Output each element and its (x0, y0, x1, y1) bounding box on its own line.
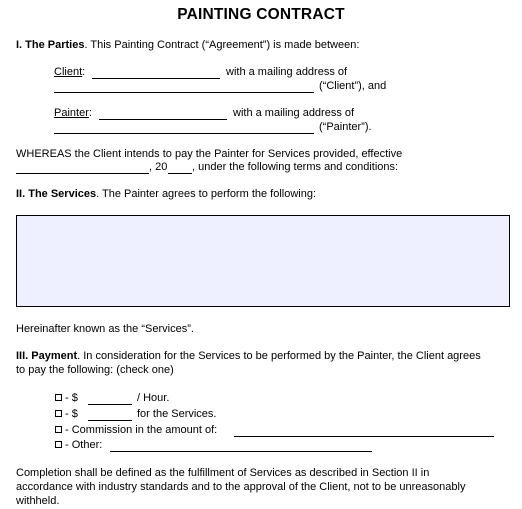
other-checkbox[interactable] (55, 441, 62, 448)
commission-checkbox[interactable] (55, 426, 62, 433)
payment-paragraph (16, 350, 481, 362)
flat-fee-suffix: for the Services. (137, 408, 217, 420)
payment-option-flat: - $ (55, 408, 78, 420)
other-payment-field[interactable] (110, 440, 372, 452)
client-row: Client: (54, 66, 86, 78)
completion-line1: Completion shall be defined as the fulfillment of Services as described in Section II in (16, 467, 430, 479)
services-after: Hereinafter known as the “Services”. (16, 323, 194, 335)
hourly-suffix: / Hour. (137, 392, 170, 404)
payment-option-hourly: - $ (55, 392, 78, 404)
parties-heading: I. The Parties (16, 39, 85, 51)
hourly-rate-field[interactable] (88, 393, 132, 405)
painter-row: Painter: (54, 107, 92, 119)
client-suffix: (“Client”), and (319, 80, 387, 92)
painter-name-field[interactable] (99, 108, 227, 120)
services-heading: II. The Services (16, 188, 97, 200)
painter-address-field[interactable] (54, 122, 314, 134)
services-paragraph (16, 188, 316, 200)
effective-date-field[interactable] (16, 162, 149, 174)
client-address-field[interactable] (54, 81, 314, 93)
client-label: Client (54, 66, 83, 78)
payment-line1: . In consideration for the Services to be performed by the Painter, the Client agrees (77, 350, 481, 362)
completion-line3: withheld. (16, 495, 60, 507)
parties-intro: . This Painting Contract (“Agreement”) is made between: (84, 39, 360, 51)
painter-mailing-text: with a mailing address of (233, 107, 355, 119)
whereas-line1: WHEREAS the Client intends to pay the Painter for Services provided, effective (16, 148, 403, 160)
painter-label: Painter (54, 107, 89, 119)
whereas-year-prefix: , 20 (149, 161, 168, 173)
flat-fee-field[interactable] (88, 409, 132, 421)
services-description-field[interactable] (16, 215, 510, 307)
client-mailing-text: with a mailing address of (226, 66, 348, 78)
flat-fee-checkbox[interactable] (55, 410, 62, 417)
client-name-field[interactable] (92, 67, 220, 79)
hourly-checkbox[interactable] (55, 394, 62, 401)
page-title: PAINTING CONTRACT (177, 6, 345, 23)
services-intro: . The Painter agrees to perform the following: (96, 188, 317, 200)
payment-heading: III. Payment (16, 350, 78, 362)
payment-option-commission: - Commission in the amount of: (55, 424, 217, 436)
parties-paragraph (16, 39, 359, 51)
payment-line2: to pay the following: (check one) (16, 364, 174, 376)
completion-line2: accordance with industry standards and to the approval of the Client, not to be unreasonably (16, 481, 466, 493)
painter-suffix: (“Painter”). (319, 121, 372, 133)
commission-amount-field[interactable] (234, 425, 494, 437)
effective-year-field[interactable] (168, 162, 192, 174)
whereas-line2-end: , under the following terms and conditions: (192, 161, 399, 173)
payment-option-other: - Other: (55, 439, 102, 451)
